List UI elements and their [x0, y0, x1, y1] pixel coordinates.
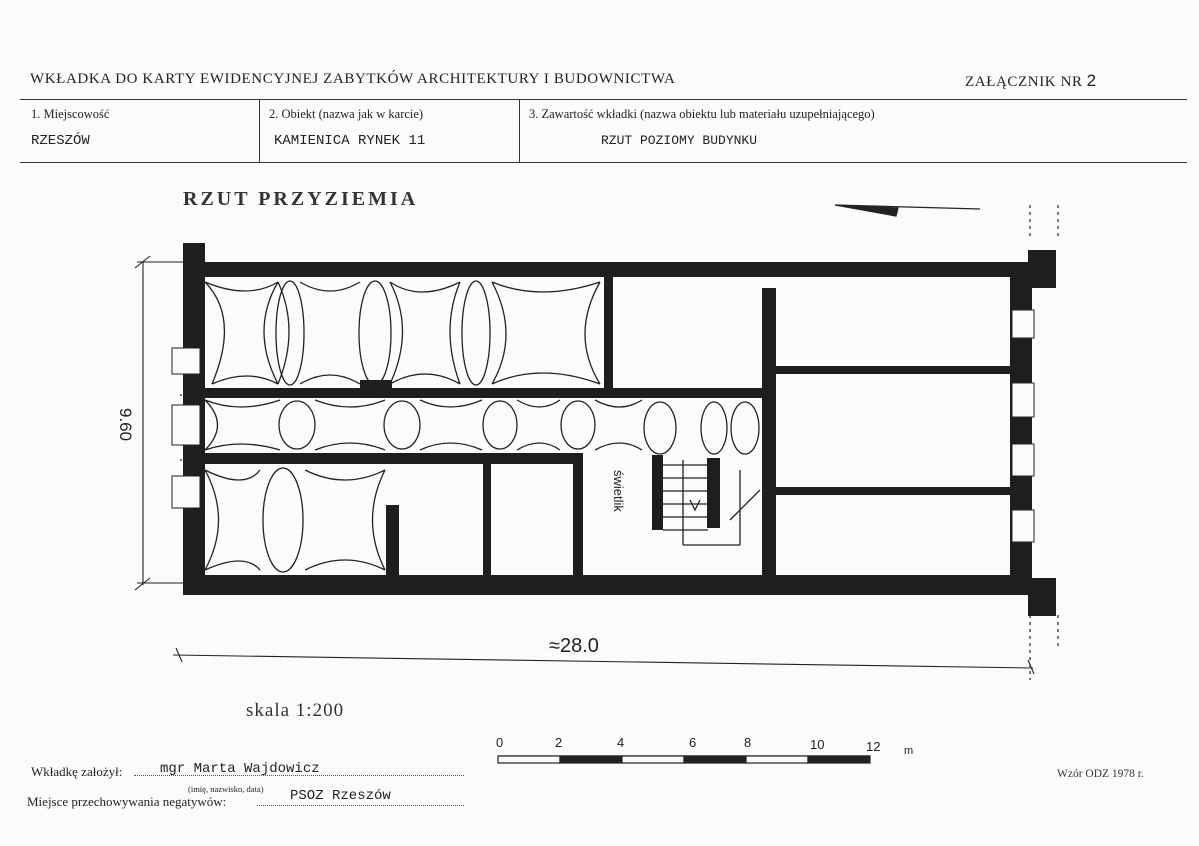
scale-label: skala 1:200	[246, 700, 345, 721]
author-hint: (imię, nazwisko, data)	[188, 784, 264, 794]
scale-unit: m	[904, 745, 914, 757]
field-object-label: 2. Obiekt (nazwa jak w karcie)	[269, 107, 424, 121]
author-label: Wkładkę założył:	[31, 764, 123, 779]
field-content-label: 3. Zawartość wkładki (nazwa obiektu lub materiału uzupełniającego)	[529, 107, 875, 121]
scale-tick-0: 0	[496, 735, 504, 750]
negatives-label: Miejsce przechowywania negatywów:	[27, 794, 227, 809]
width-dimension-label: ≈28.0	[549, 635, 599, 657]
field-object-value: KAMIENICA RYNEK 11	[274, 133, 426, 149]
plan-title: RZUT PRZYZIEMIA	[183, 188, 419, 210]
scale-tick-4: 4	[617, 735, 625, 750]
field-locality-label: 1. Miejscowość	[31, 107, 110, 121]
scale-tick-2: 2	[555, 735, 563, 750]
scale-bar	[490, 752, 890, 772]
scale-tick-12: 12	[866, 739, 881, 754]
scale-tick-6: 6	[689, 735, 697, 750]
author-value: mgr Marta Wajdowicz	[160, 761, 320, 777]
form-header-title: WKŁADKA DO KARTY EWIDENCYJNEJ ZABYTKÓW ARCHITEKTURY I BUDOWNICTWA	[30, 71, 676, 87]
field-content-value: RZUT POZIOMY BUDYNKU	[601, 133, 758, 148]
field-locality-value: RZESZÓW	[31, 133, 90, 149]
negatives-value: PSOZ Rzeszów	[290, 788, 391, 804]
annex-number: 2	[1086, 71, 1097, 90]
form-template-id: Wzór ODZ 1978 r.	[1057, 768, 1144, 780]
scale-tick-10: 10	[810, 737, 825, 752]
annex-label-text: ZAŁĄCZNIK NR	[965, 74, 1083, 90]
depth-dimension-label: 9.60	[116, 408, 135, 442]
scale-tick-8: 8	[744, 735, 752, 750]
skylight-label: świetlik	[611, 470, 626, 512]
